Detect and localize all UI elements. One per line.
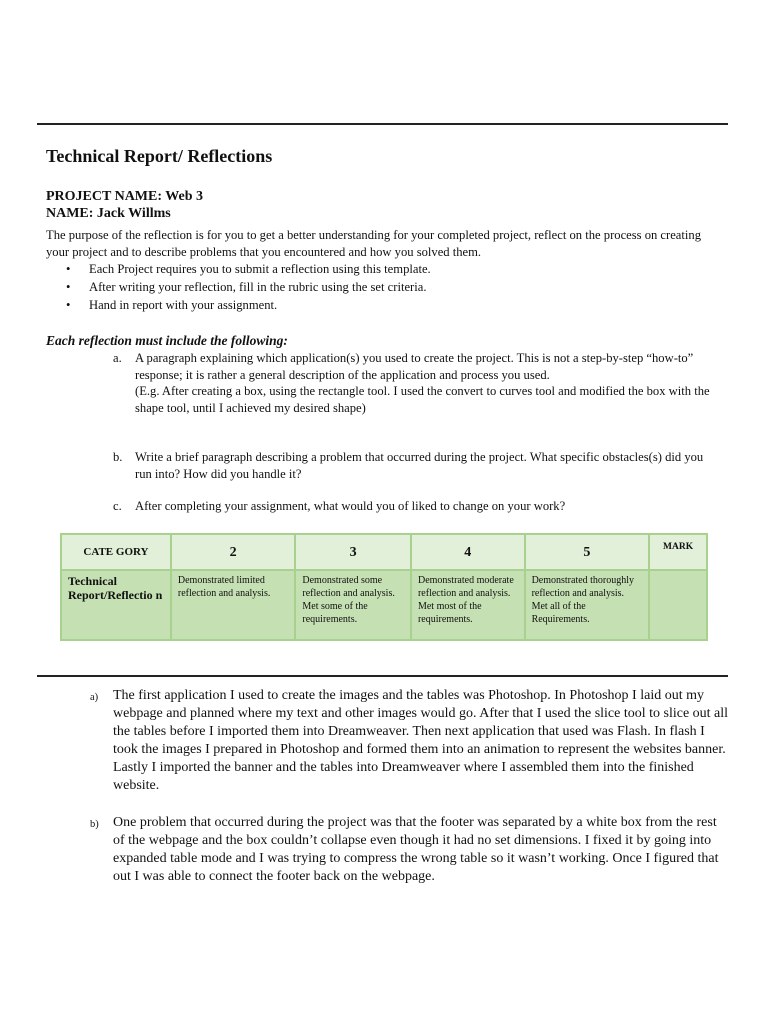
list-letter: c. xyxy=(113,499,122,513)
intro-paragraph: The purpose of the reflection is for you to get a better understanding for your completed project, reflect on the process on creating your project and to describe problems that you encountered and how you solved them. xyxy=(46,228,701,259)
header-cell: 2 xyxy=(171,534,296,570)
list-letter: a. xyxy=(113,351,122,365)
requirement-text: A paragraph explaining which application(s) you used to create the project. This is not a step-by-step “how-to” response; it is rather a general description of the application and process you used. xyxy=(135,351,694,382)
answer-a xyxy=(90,687,730,795)
section-heading: Each reflection must include the following: xyxy=(46,333,288,348)
header-cell: 3 xyxy=(295,534,411,570)
table-cell: Demonstrated limited reflection and analysis. xyxy=(171,570,296,640)
table-cell: Demonstrated thoroughly reflection and analysis. Met all of the Requirements. xyxy=(525,570,650,640)
answer-text: One problem that occurred during the project was that the footer was separated by a white box from the rest of the webpage and the box couldn’t collapse even though it had no set dimensions. I fixed it by going into expanded table mode and I was trying to compress the wrong table so it wasn’t working. Once I figured that out I was able to connect the footer back on the webpage. xyxy=(113,815,719,884)
requirement-text: After completing your assignment, what would you of liked to change on your work? xyxy=(135,499,566,513)
header-cell: CATE GORY xyxy=(61,534,171,570)
requirement-text: Write a brief paragraph describing a problem that occurred during the project. What specific obstacles(s) did you run into? How did you handle it? xyxy=(135,450,704,481)
requirement-b xyxy=(113,449,723,482)
header-cell: 5 xyxy=(525,534,650,570)
section-divider xyxy=(37,675,728,677)
list-letter: a) xyxy=(90,692,99,703)
row-header: Technical Report/Reflectio n xyxy=(61,570,171,640)
list-letter: b. xyxy=(113,450,123,464)
table-cell: Demonstrated moderate reflection and analysis. Met most of the requirements. xyxy=(411,570,525,640)
list-letter: b) xyxy=(90,819,99,830)
list-item: • After writing your reflection, fill in the rubric using the set criteria. xyxy=(62,278,431,296)
table-header-row xyxy=(61,534,707,570)
student-name: NAME: Jack Willms xyxy=(46,206,171,221)
answer-text: The first application I used to create the images and the tables was Photoshop. In Photoshop I laid out my webpage and planned where my text and other images would go. After that I used the slice tool to slice out all the tables before I imported them into Dreamweaver. Then next application that used was Flash. In flash I took the images I prepared in Photoshop and formed them into an animation to represent the websites banner. Lastly I imported the banner and the tables into Dreamweaver where I assembled them into the finished website. xyxy=(113,688,729,793)
requirement-a xyxy=(113,350,723,416)
project-name: PROJECT NAME: Web 3 xyxy=(46,189,203,204)
list-item: • Hand in report with your assignment. xyxy=(62,296,431,314)
top-divider xyxy=(37,123,728,125)
requirement-c xyxy=(113,498,723,515)
requirement-example: (E.g. After creating a box, using the rectangle tool. I used the convert to curves tool and modified the box with the shape tool, until I achieved my desired shape) xyxy=(135,384,710,415)
header-cell: MARK xyxy=(649,534,707,570)
table-cell: Demonstrated some reflection and analysis. Met some of the requirements. xyxy=(295,570,411,640)
list-item: • Each Project requires you to submit a reflection using this template. xyxy=(62,260,431,278)
answer-b xyxy=(90,814,730,886)
header-cell: 4 xyxy=(411,534,525,570)
mark-cell xyxy=(649,570,707,640)
page-title: Technical Report/ Reflections xyxy=(46,146,273,166)
project-info xyxy=(46,188,203,222)
table-row xyxy=(61,570,707,640)
rubric-table xyxy=(60,533,708,641)
instruction-list xyxy=(62,260,431,314)
